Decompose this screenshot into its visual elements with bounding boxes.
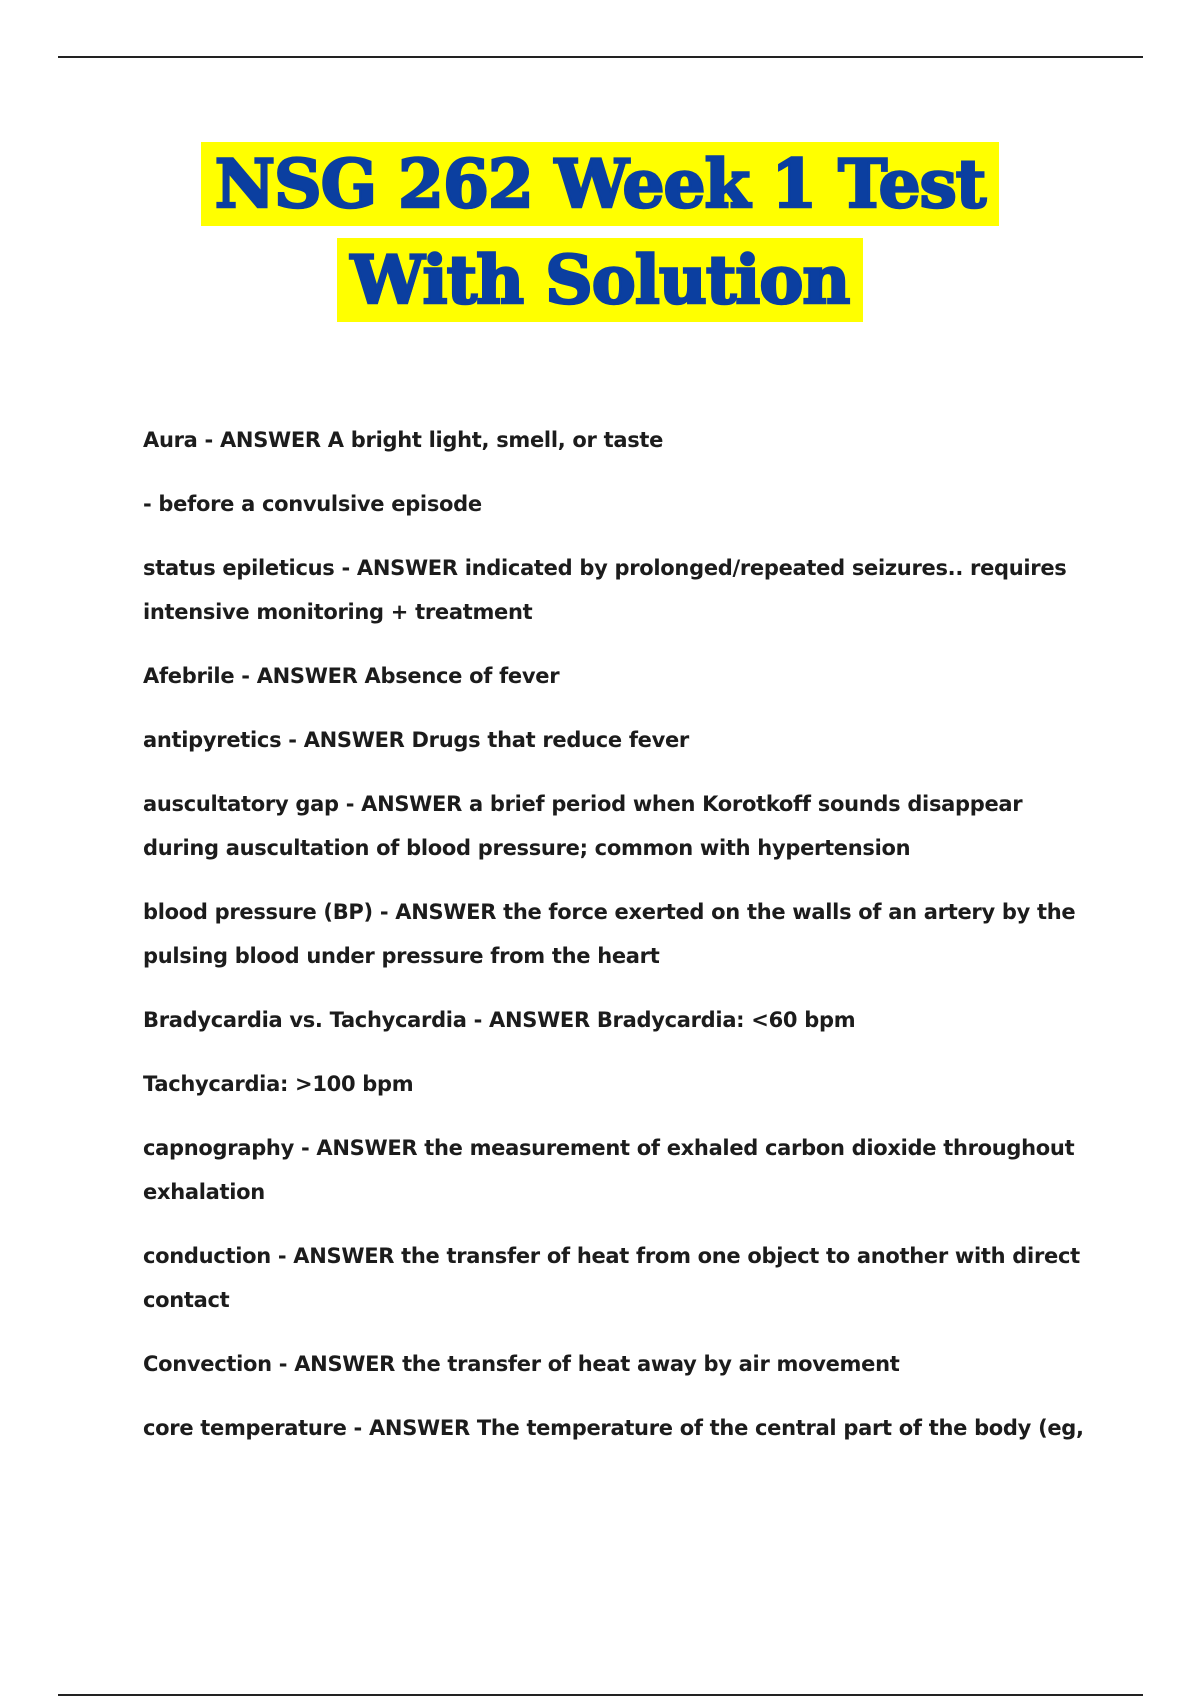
entry-convection: Convection - ANSWER the transfer of heat away by air movement [143,1352,900,1376]
entry-afebrile: Afebrile - ANSWER Absence of fever [143,664,560,688]
entry-aura: Aura - ANSWER A bright light, smell, or taste [143,428,664,452]
entry-bradycardia-tachycardia: Bradycardia vs. Tachycardia - ANSWER Bradycardia: <60 bpm [143,1008,856,1032]
title-line-2: With Solution [337,238,864,322]
entry-capnography: capnography - ANSWER the measurement of exhaled carbon dioxide throughout exhalation [143,1136,1075,1204]
entry-tachycardia: Tachycardia: >100 bpm [143,1072,414,1096]
document-title [0,142,1200,322]
entry-antipyretics: antipyretics - ANSWER Drugs that reduce fever [143,728,689,752]
entry-conduction: conduction - ANSWER the transfer of heat from one object to another with direct contact [143,1244,1080,1312]
entry-auscultatory-gap: auscultatory gap - ANSWER a brief period when Korotkoff sounds disappear during auscultation of blood pressure; common with hypertension [143,792,1023,860]
footer-rule [58,1694,1143,1696]
title-line-1: NSG 262 Week 1 Test [201,142,1000,226]
entry-core-temperature: core temperature - ANSWER The temperature of the central part of the body (eg, [143,1416,1084,1440]
qa-entries [143,418,1098,1470]
entry-aura-continued: - before a convulsive episode [143,492,482,516]
entry-blood-pressure: blood pressure (BP) - ANSWER the force exerted on the walls of an artery by the pulsing blood under pressure from the heart [143,900,1076,968]
header-rule [58,56,1143,58]
entry-status-epileticus: status epileticus - ANSWER indicated by prolonged/repeated seizures.. requires intensive monitoring + treatment [143,556,1067,624]
